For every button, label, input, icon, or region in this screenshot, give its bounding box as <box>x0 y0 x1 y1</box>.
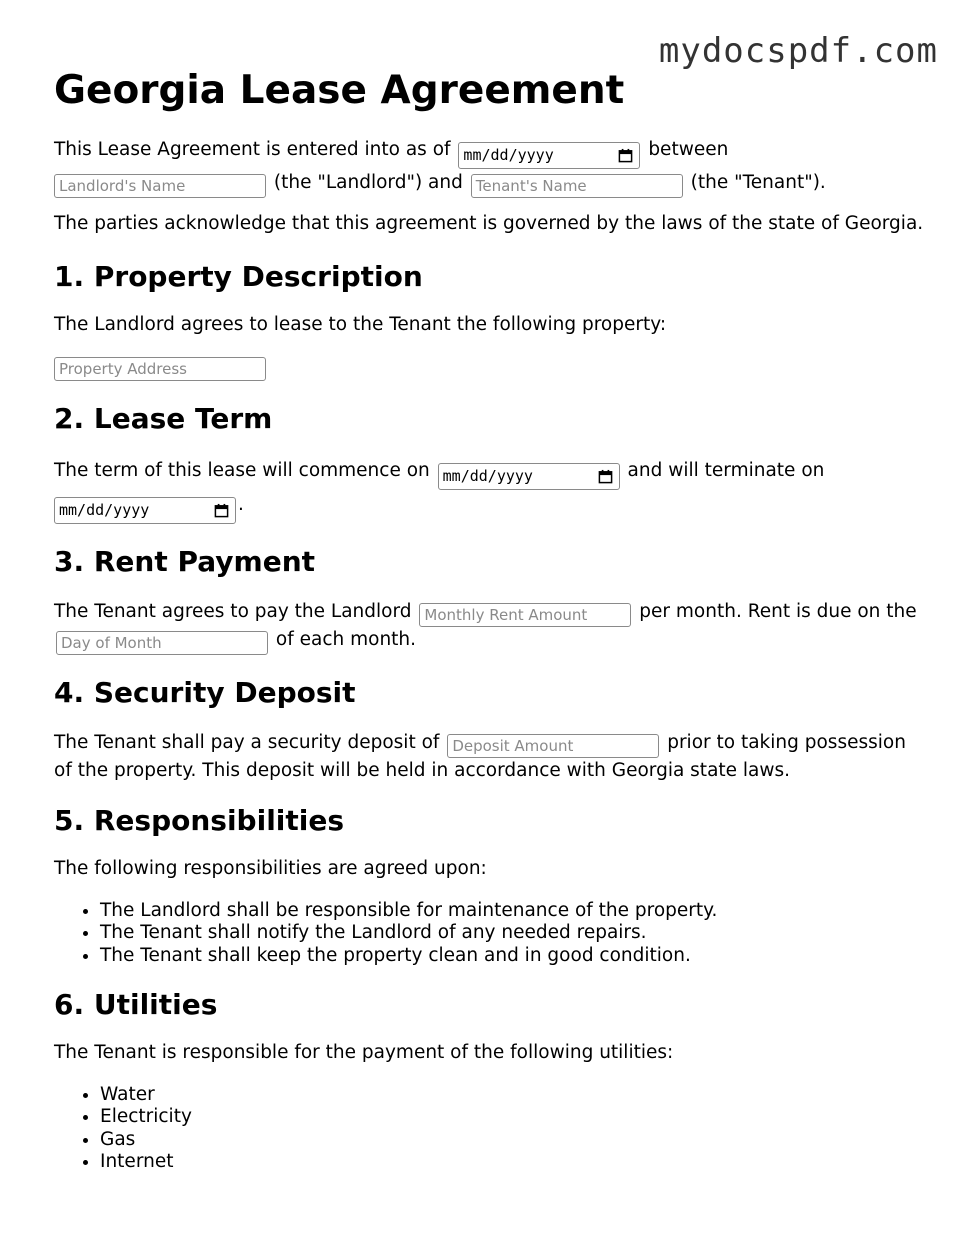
deposit-paragraph <box>54 730 924 783</box>
property-address-input[interactable]: Property Address <box>54 357 266 381</box>
list-item: • Gas <box>100 1129 924 1152</box>
lease-term-paragraph <box>54 456 924 524</box>
property-text: The Landlord agrees to lease to the Tenant the following property: <box>54 313 667 335</box>
intro-text-4: (the "Tenant"). <box>690 172 826 193</box>
property-field-row <box>54 355 924 381</box>
tenant-name-input[interactable]: Tenant's Name <box>471 174 683 198</box>
watermark: mydocspdf.com <box>658 31 938 71</box>
intro-paragraph <box>54 136 924 198</box>
list-item: • Internet <box>100 1151 924 1174</box>
rent-paragraph <box>54 599 924 655</box>
lease-document <box>54 0 924 1174</box>
deposit-text-1: The Tenant shall pay a security deposit of <box>54 732 440 753</box>
rent-due-day-input[interactable]: Day of Month <box>56 631 268 655</box>
list-item: • The Landlord shall be responsible for maintenance of the property. <box>100 900 924 923</box>
list-item: • The Tenant shall keep the property clean and in good condition. <box>100 945 924 968</box>
responsibilities-list <box>54 900 924 968</box>
heading-responsibilities: 5. Responsibilities <box>54 804 345 837</box>
rent-text-3: of each month. <box>275 629 417 650</box>
intro-text-1: This Lease Agreement is entered into as of <box>54 139 451 160</box>
utilities-list <box>54 1084 924 1174</box>
term-text-3: . <box>238 494 244 515</box>
lease-start-date-input[interactable] <box>438 463 620 490</box>
lease-end-date-input[interactable] <box>54 497 236 524</box>
intro-text-3: (the "Landlord") and <box>273 172 463 193</box>
rent-text-2: per month. Rent is due on the <box>639 601 917 622</box>
governing-law-text: The parties acknowledge that this agreement is governed by the laws of the state of Georgia. <box>54 213 924 234</box>
agreement-date-input[interactable] <box>458 142 640 169</box>
list-item: • The Tenant shall notify the Landlord of any needed repairs. <box>100 922 924 945</box>
heading-rent-payment: 3. Rent Payment <box>54 545 316 578</box>
page-title: Georgia Lease Agreement <box>54 68 625 113</box>
list-item: • Electricity <box>100 1106 924 1129</box>
lease-start-date-value: mm/dd/yyyy <box>442 467 533 485</box>
heading-utilities: 6. Utilities <box>54 988 218 1021</box>
utilities-text: The Tenant is responsible for the payment of the following utilities: <box>54 1042 674 1063</box>
calendar-icon[interactable] <box>598 469 613 484</box>
intro-text-2: between <box>648 139 729 160</box>
deposit-text-2: prior to taking possession of the property. This deposit will be held in accordance with Georgia state laws. <box>54 732 906 781</box>
list-item: • Water <box>100 1084 924 1107</box>
deposit-amount-input[interactable]: Deposit Amount <box>447 734 659 758</box>
term-text-1: The term of this lease will commence on <box>54 460 430 481</box>
lease-end-date-value: mm/dd/yyyy <box>59 501 150 519</box>
heading-property-description: 1. Property Description <box>54 259 423 293</box>
calendar-icon[interactable] <box>618 148 633 163</box>
heading-security-deposit: 4. Security Deposit <box>54 676 356 709</box>
monthly-rent-input[interactable]: Monthly Rent Amount <box>419 603 631 627</box>
landlord-name-input[interactable]: Landlord's Name <box>54 174 266 198</box>
responsibilities-text: The following responsibilities are agreed upon: <box>54 858 487 879</box>
calendar-icon[interactable] <box>214 503 229 518</box>
rent-text-1: The Tenant agrees to pay the Landlord <box>54 601 412 622</box>
agreement-date-value: mm/dd/yyyy <box>463 146 554 164</box>
heading-lease-term: 2. Lease Term <box>54 402 273 435</box>
term-text-2: and will terminate on <box>627 460 825 481</box>
